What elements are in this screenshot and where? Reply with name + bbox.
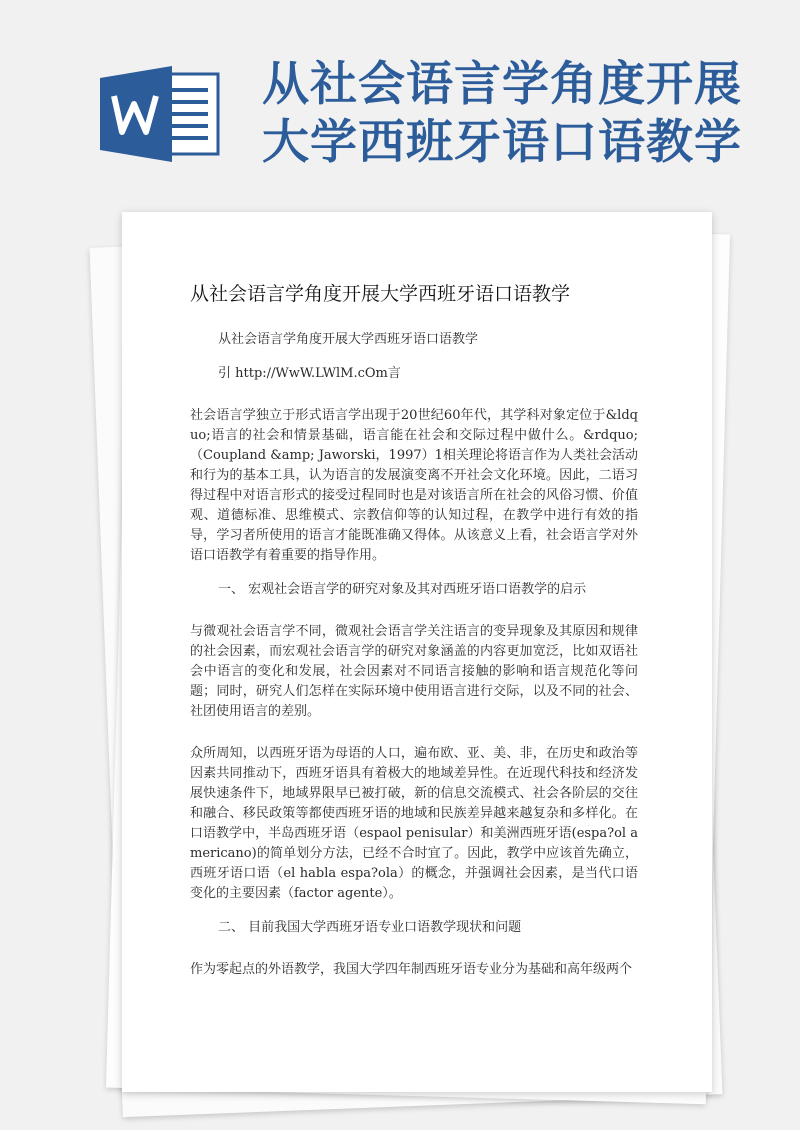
body-paragraph: 众所周知，以西班牙语为母语的人口，遍布欧、亚、美、非，在历史和政治等因素共同推动下，西班牙语具有着极大的地域差异性。在近现代科技和经济发展快速条件下，地域界限早已被打破，新的信息交流模式、社会各阶层的交往和融合、移民政策等都使西班牙语的地域和民族差异越来越复杂和多样化。在口语教学中，半岛西班牙语（espaol penisular）和美洲西班牙语(espa?ol americano)的简单划分方法，已经不合时宜了。因此，教学中应该首先确立，西班牙语口语（el habla espa?ola）的概念，并强调社会因素，是当代口语变化的主要因素（factor agente）。 [190,746,638,901]
subtitle-paragraph: 从社会语言学角度开展大学西班牙语口语教学 [218,332,479,347]
banner [0,0,800,200]
section-heading: 二、 目前我国大学西班牙语专业口语教学现状和问题 [218,920,522,935]
document-body [190,280,638,994]
body-paragraph: 与微观社会语言学不同，微观社会语言学关注语言的变异现象及其原因和规律的社会因素，而宏观社会语言学的研究对象涵盖的内容更加宽泛，比如双语社会中语言的变化和发展，社会因素对不同语言接触的影响和语言规范化等问题；同时，研究人们怎样在实际环境中使用语言进行交际，以及不同的社会、社团使用语言的差别。 [190,624,638,719]
document-page [122,212,712,1092]
body-paragraph: 作为零起点的外语教学，我国大学四年制西班牙语专业分为基础和高年级两个 [190,962,633,977]
source-line: 引 http://WwW.LWlM.cOm言 [218,366,401,381]
document-title: 从社会语言学角度开展大学西班牙语口语教学 [190,283,571,305]
body-paragraph: 社会语言学独立于形式语言学出现于20世纪60年代，其学科对象定位于&ldquo;语言的社会和情景基础，语言能在社会和交际过程中做什么。&rdquo;（Coupland &amp; Jaworski，1997）1相关理论将语言作为人类社会活动和行为的基本工具，认为语言的发展演变离不开社会文化环境。因此，二语习得过程中对语言形式的接受过程同时也是对该语言所在社会的风俗习惯、价值观、道德标准、思维模式、宗教信仰等的认知过程，在教学中进行有效的指导，学习者所使用的语言才能既准确又得体。从该意义上看，社会语言学对外语口语教学有着重要的指导作用。 [190,408,638,563]
word-document-icon [100,66,222,162]
section-heading: 一、 宏观社会语言学的研究对象及其对西班牙语口语教学的启示 [218,582,587,597]
banner-title: 从社会语言学角度开展 大学西班牙语口语教学 [262,57,742,170]
